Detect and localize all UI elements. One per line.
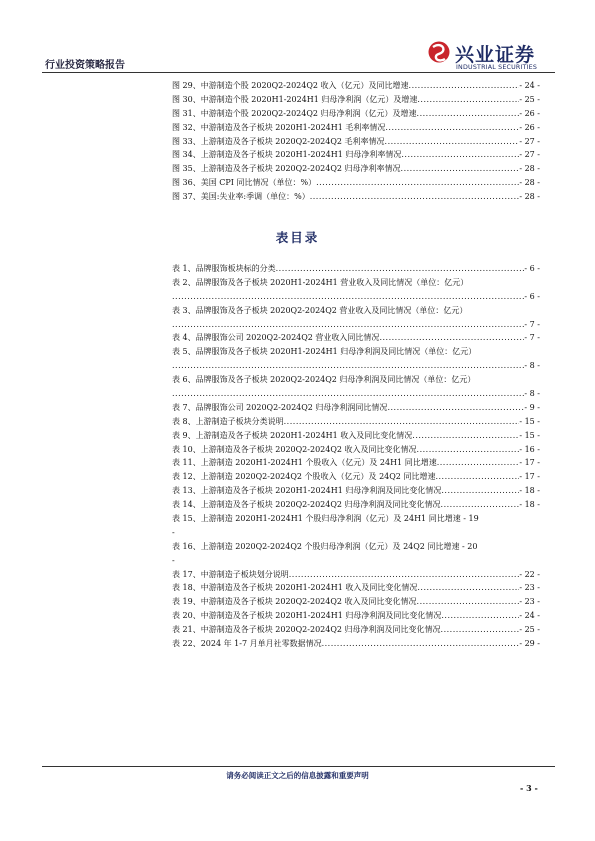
dot-leader	[417, 93, 519, 107]
entry-page: - 17 -	[519, 472, 540, 482]
header-divider	[42, 72, 555, 73]
table-list-item[interactable]	[172, 609, 540, 623]
figure-list-item[interactable]	[172, 135, 540, 149]
table-list-item[interactable]	[172, 484, 540, 498]
entry-page: - 26 -	[519, 122, 540, 132]
report-type-label: 行业投资策略报告	[45, 60, 125, 71]
figure-list-item[interactable]	[172, 162, 540, 176]
figure-list-item[interactable]	[172, 107, 540, 121]
dot-leader	[172, 359, 524, 373]
entry-page: - 15 -	[519, 416, 540, 426]
table-list-item[interactable]	[172, 623, 540, 637]
figure-list-item[interactable]	[172, 93, 540, 107]
dot-leader	[417, 581, 519, 595]
logo-name-en: INDUSTRIAL SECURITIES	[456, 64, 538, 71]
dot-leader	[310, 190, 520, 204]
entry-title: 表 18、中游制造及各子板块 2020H1-2024H1 收入及同比变化情况	[172, 583, 418, 593]
dot-leader	[172, 318, 524, 332]
table-list-item[interactable]	[172, 470, 540, 484]
entry-page: - 24 -	[519, 611, 540, 621]
entry-title: 表 21、中游制造及各子板块 2020Q2-2024Q2 归母净利润及同比变化情况	[172, 625, 441, 635]
entry-title: 图 29、中游制造个股 2020Q2-2024Q2 收入（亿元）及同比增速	[172, 81, 409, 90]
table-list-item-continued[interactable]	[172, 387, 540, 401]
entry-page: - 9 -	[524, 402, 540, 412]
entry-title: 表 12、上游制造 2020Q2-2024Q2 个股收入（亿元）及 24Q2 同比增速	[172, 472, 436, 482]
entry-page: - 28 -	[519, 178, 540, 188]
dot-leader	[385, 121, 519, 135]
entry-page: - 15 -	[519, 430, 540, 440]
entry-page: - 26 -	[519, 108, 540, 118]
table-list-item[interactable]	[172, 581, 540, 595]
dot-leader	[379, 331, 524, 345]
entry-page: - 23 -	[519, 597, 540, 607]
dot-leader	[276, 262, 525, 276]
entry-title: 图 37、美国:失业率:季调（单位：%）	[172, 192, 310, 202]
figure-list-item[interactable]	[172, 148, 540, 162]
figure-list-item[interactable]	[172, 190, 540, 204]
entry-title: 表 19、中游制造及各子板块 2020Q2-2024Q2 收入及同比变化情况	[172, 597, 417, 607]
table-list-item[interactable]	[172, 262, 540, 276]
entry-title: 表 4、品牌服饰公司 2020Q2-2024Q2 营业收入同比情况	[172, 333, 380, 343]
table-list-item[interactable]	[172, 456, 540, 470]
dot-leader	[385, 135, 520, 149]
entry-title: 表 1、品牌服饰板块标的分类	[172, 264, 276, 273]
table-list-item[interactable]	[172, 540, 540, 554]
table-list-item[interactable]	[172, 443, 540, 457]
entry-title: 图 33、上游制造及各子板块 2020Q2-2024Q2 毛利率情况	[172, 136, 385, 146]
table-list-item-continued[interactable]	[172, 290, 540, 304]
entry-title: 表 13、上游制造及各子板块 2020H1-2024H1 归母净利润及同比变化情况	[172, 486, 442, 496]
entry-title: 图 36、美国 CPI 同比情况（单位：%）	[172, 178, 317, 188]
table-list-item[interactable]	[172, 512, 540, 526]
entry-page: - 6 -	[524, 291, 540, 301]
table-list-item[interactable]	[172, 568, 540, 582]
dot-leader	[289, 568, 520, 582]
entry-page: - 8 -	[524, 389, 540, 399]
entry-title: 表 5、品牌服饰及各子板块 2020H1-2024H1 归母净利润及同比情况（单位：亿元）	[172, 347, 477, 357]
entry-title: 表 17、中游制造子板块划分说明	[172, 569, 289, 579]
disclaimer-note: 请务必阅读正文之后的信息披露和重要声明	[226, 771, 369, 780]
table-list-item[interactable]	[172, 401, 540, 415]
dot-leader	[441, 609, 519, 623]
dot-leader	[172, 387, 524, 401]
table-list-item[interactable]	[172, 373, 540, 387]
table-list-heading: 表目录	[275, 230, 320, 245]
table-list-item[interactable]	[172, 415, 540, 429]
page-number: - 3 -	[520, 783, 538, 793]
table-list-item-continued[interactable]	[172, 359, 540, 373]
entry-page: - 6 -	[524, 264, 540, 273]
figure-list-item[interactable]	[172, 176, 540, 190]
dot-leader	[316, 176, 519, 190]
dot-leader	[409, 79, 520, 93]
figure-list	[172, 79, 540, 204]
table-list-item-continued[interactable]	[172, 318, 540, 332]
entry-title: 图 34、上游制造及各子板块 2020H1-2024H1 归母净利率情况	[172, 150, 402, 160]
entry-title: 表 20、中游制造及各子板块 2020H1-2024H1 归母净利润及同比变化情况	[172, 611, 442, 621]
entry-page: - 25 -	[519, 625, 540, 635]
entry-page: - 8 -	[524, 361, 540, 371]
dot-leader	[401, 162, 520, 176]
dot-leader	[417, 443, 520, 457]
entry-title: 表 11、上游制造 2020H1-2024H1 个股收入（亿元）及 24H1 同比增速	[172, 458, 437, 468]
dot-leader	[172, 290, 524, 304]
entry-title: 表 22、2024 年 1-7 月单月社零数据情况	[172, 639, 322, 649]
dot-leader	[441, 498, 520, 512]
entry-page: - 24 -	[519, 81, 540, 90]
entry-title: 图 31、中游制造个股 2020Q2-2024Q2 归母净利润（亿元）及增速	[172, 108, 417, 118]
entry-page: - 7 -	[524, 333, 540, 343]
table-list-item[interactable]	[172, 498, 540, 512]
dot-leader	[417, 595, 520, 609]
entry-page: -	[172, 555, 175, 565]
company-logo	[428, 40, 553, 74]
entry-page: - 18 -	[519, 486, 540, 496]
entry-page: -	[172, 527, 175, 537]
entry-title: 表 3、品牌服饰及各子板块 2020Q2-2024Q2 营业收入及同比情况（单位：亿元）	[172, 305, 468, 315]
entry-page: - 7 -	[524, 319, 540, 329]
figure-list-item[interactable]	[172, 121, 540, 135]
logo-name-cn: 兴业证券	[455, 44, 536, 66]
entry-title: 图 35、上游制造及各子板块 2020Q2-2024Q2 归母净利率情况	[172, 164, 401, 174]
dot-leader	[284, 415, 520, 429]
entry-page: - 28 -	[519, 192, 540, 202]
logo-mark-icon	[428, 40, 450, 64]
table-list-item[interactable]	[172, 276, 540, 290]
entry-title: 表 9、上游制造及各子板块 2020H1-2024H1 收入及同比变化情况	[172, 430, 413, 440]
entry-page: - 18 -	[519, 500, 540, 510]
entry-title: 表 8、上游制造子板块分类说明	[172, 416, 284, 426]
entry-page: - 23 -	[519, 583, 540, 593]
entry-page: - 22 -	[519, 569, 540, 579]
entry-page: - 28 -	[519, 164, 540, 174]
dot-leader	[437, 456, 520, 470]
entry-page: - 16 -	[519, 444, 540, 454]
table-list-item[interactable]	[172, 429, 540, 443]
entry-title: 表 6、品牌服饰及各子板块 2020Q2-2024Q2 归母净利润及同比情况（单位：亿元）	[172, 375, 476, 385]
figure-list-item[interactable]	[172, 79, 540, 93]
dot-leader	[412, 429, 519, 443]
entry-page: - 27 -	[519, 136, 540, 146]
table-list	[172, 262, 540, 651]
dot-leader	[322, 637, 520, 651]
entry-title: 图 32、中游制造及各子板块 2020H1-2024H1 毛利率情况	[172, 122, 386, 132]
entry-page: - 17 -	[519, 458, 540, 468]
dot-leader	[441, 484, 519, 498]
entry-title: 表 15、上游制造 2020H1-2024H1 个股归母净利润（亿元）及 24H1 同比增速 - 19	[172, 514, 479, 524]
entry-title: 表 7、品牌服饰公司 2020Q2-2024Q2 归母净利润同比情况	[172, 402, 388, 412]
table-list-item[interactable]	[172, 331, 540, 345]
entry-page: - 29 -	[519, 639, 540, 649]
dot-leader	[387, 401, 524, 415]
entry-title: 表 14、上游制造及各子板块 2020Q2-2024Q2 归母净利润及同比变化情况	[172, 500, 441, 510]
table-list-item[interactable]	[172, 595, 540, 609]
dot-leader	[435, 470, 519, 484]
entry-title: 图 30、中游制造个股 2020H1-2024H1 归母净利润（亿元）及增速	[172, 94, 418, 104]
dot-leader	[441, 623, 520, 637]
dot-leader	[417, 107, 520, 121]
footer-divider	[42, 766, 555, 767]
table-list-item[interactable]	[172, 304, 540, 318]
entry-title: 表 2、品牌服饰及各子板块 2020H1-2024H1 营业收入及同比情况（单位：亿元）	[172, 277, 469, 287]
entry-page: - 27 -	[519, 150, 540, 160]
table-list-item-continued[interactable]	[172, 526, 540, 540]
entry-title: 表 10、上游制造及各子板块 2020Q2-2024Q2 收入及同比变化情况	[172, 444, 417, 454]
entry-page: - 25 -	[519, 94, 540, 104]
table-list-item-continued[interactable]	[172, 554, 540, 568]
table-list-item[interactable]	[172, 637, 540, 651]
entry-title: 表 16、上游制造 2020Q2-2024Q2 个股归母净利润（亿元）及 24Q2 同比增速 - 20	[172, 541, 478, 551]
table-list-item[interactable]	[172, 345, 540, 359]
dot-leader	[401, 148, 519, 162]
